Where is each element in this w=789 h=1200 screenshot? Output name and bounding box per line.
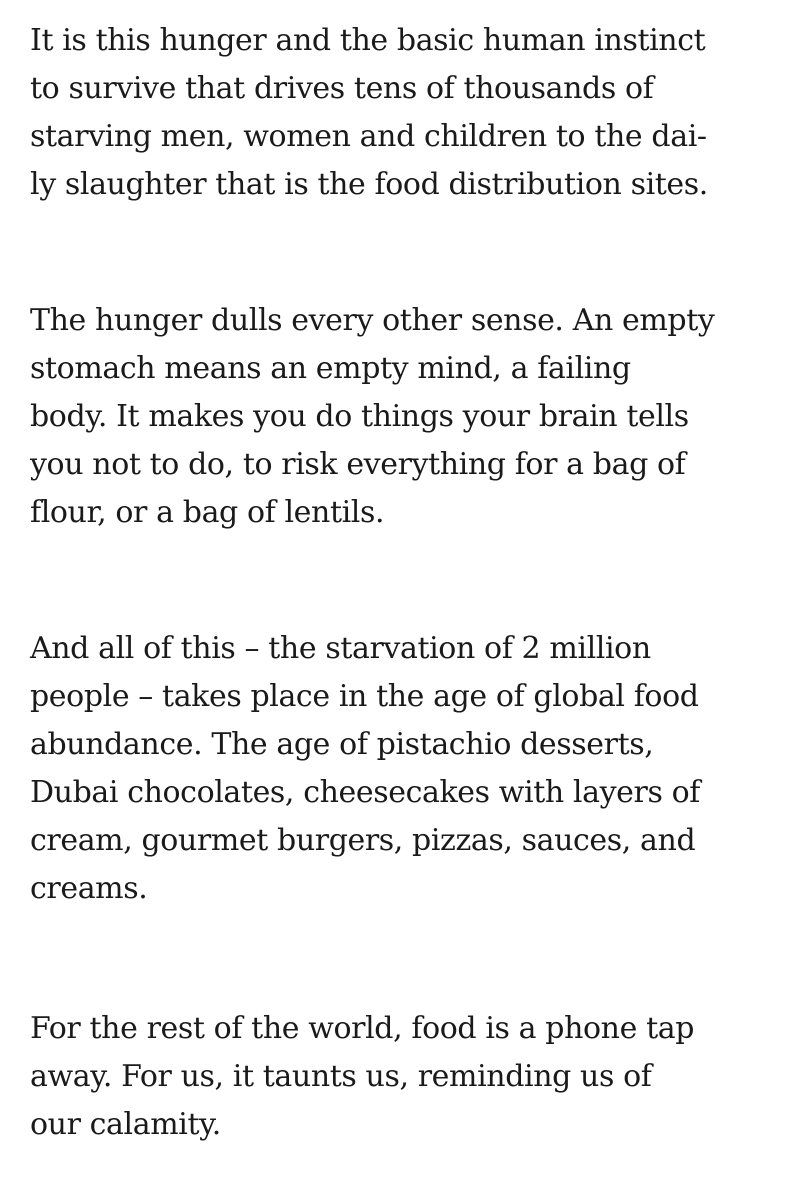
text-line: away. For us, it taunts us, reminding us of — [30, 1059, 652, 1094]
text-line: flour, or a bag of lentils. — [30, 495, 385, 530]
text-line: ly slaughter that is the food distribution sites. — [30, 167, 708, 202]
paragraph-rest-of-world — [30, 1005, 694, 1149]
paragraph-food-abundance — [30, 625, 700, 913]
text-line: you not to do, to risk everything for a bag of — [30, 447, 686, 482]
text-line: cream, gourmet burgers, pizzas, sauces, and — [30, 823, 696, 858]
text-line: stomach means an empty mind, a failing — [30, 351, 631, 386]
text-line: The hunger dulls every other sense. An empty — [30, 303, 715, 338]
text-line: our calamity. — [30, 1107, 221, 1142]
text-line: creams. — [30, 871, 148, 906]
text-line: Dubai chocolates, cheesecakes with layers of — [30, 775, 700, 810]
text-line: people – takes place in the age of global food — [30, 679, 699, 714]
text-line: And all of this – the starvation of 2 million — [30, 631, 651, 666]
text-line: to survive that drives tens of thousands of — [30, 71, 654, 106]
text-line: For the rest of the world, food is a phone tap — [30, 1011, 695, 1046]
text-line: body. It makes you do things your brain tells — [30, 399, 689, 434]
paragraph-hunger-instinct — [30, 17, 708, 209]
text-line: abundance. The age of pistachio desserts, — [30, 727, 654, 762]
text-line: It is this hunger and the basic human instinct — [30, 23, 706, 58]
paragraph-hunger-dulls — [30, 297, 714, 537]
text-line: starving men, women and children to the dai- — [30, 119, 707, 154]
